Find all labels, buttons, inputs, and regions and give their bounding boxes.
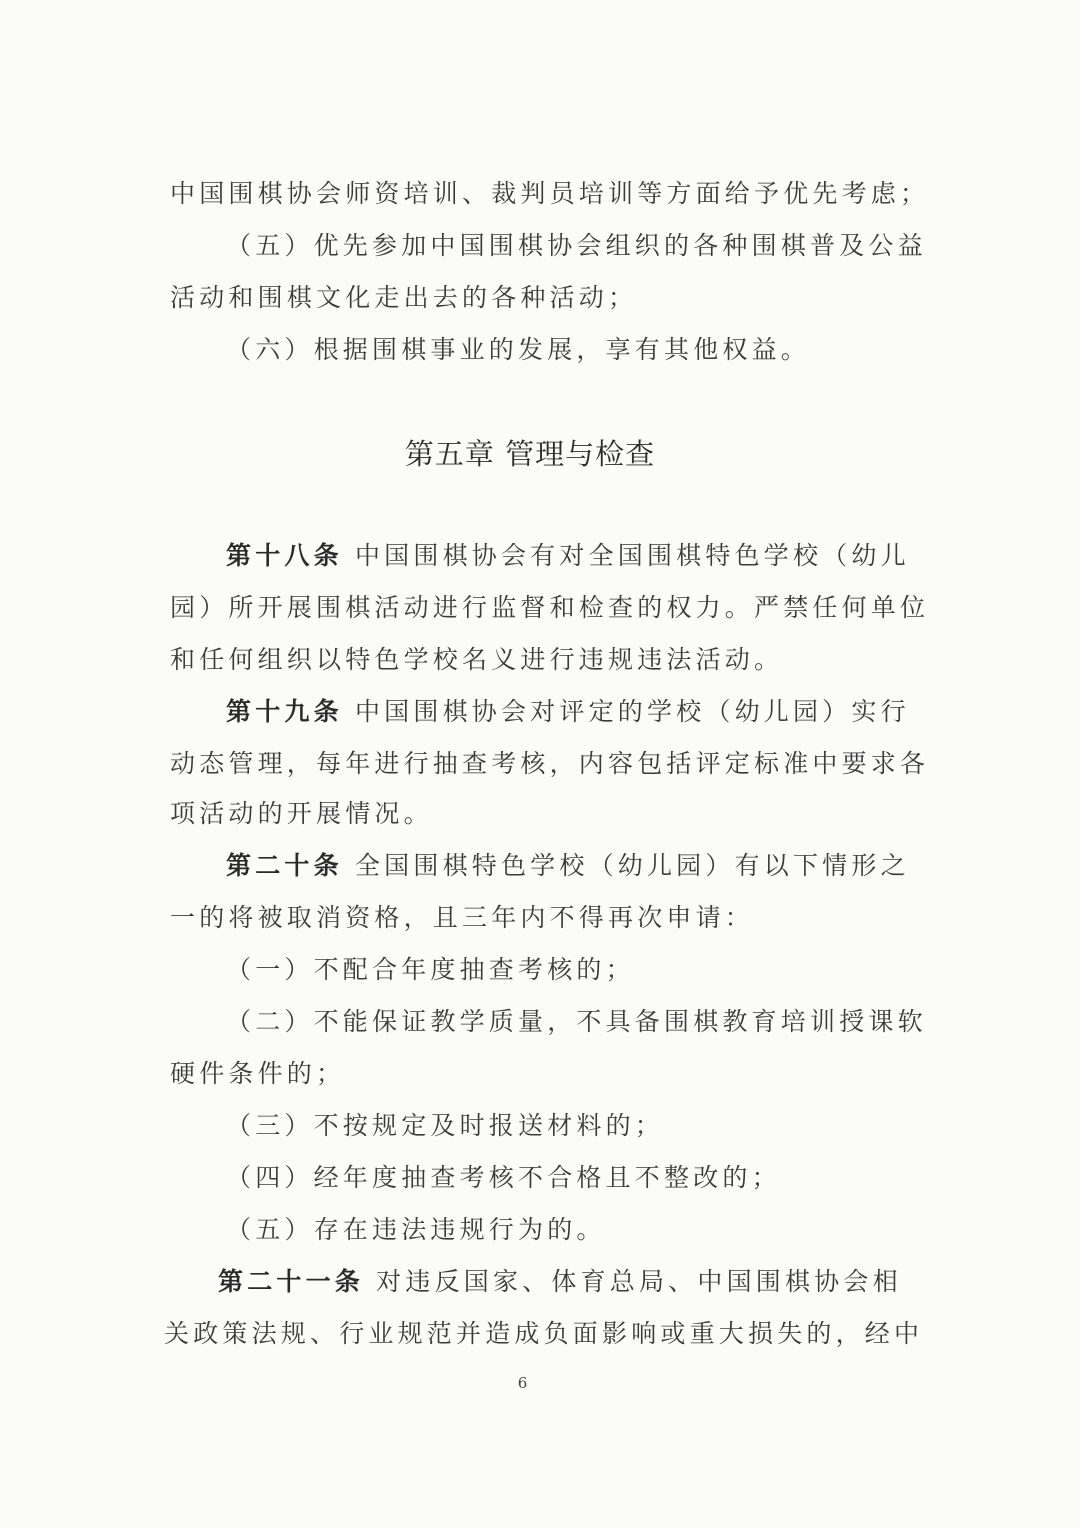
article-line — [226, 850, 910, 882]
list-item: （一）不配合年度抽查考核的； — [226, 955, 635, 984]
article-line: 项活动的开展情况。 — [170, 799, 433, 828]
article-line: 和任何组织以特色学校名义进行违规违法活动。 — [170, 645, 784, 674]
article-line: 动态管理，每年进行抽查考核，内容包括评定标准中要求各 — [170, 749, 930, 778]
list-item: 硬件条件的； — [170, 1059, 346, 1088]
article-label: 第二十条 — [226, 851, 343, 880]
paragraph-line: 中国围棋协会师资培训、裁判员培训等方面给予优先考虑； — [170, 179, 930, 208]
article-label: 第二十一条 — [218, 1267, 365, 1296]
article-text: 全国围棋特色学校（幼儿园）有以下情形之 — [354, 851, 910, 880]
article-line — [218, 1266, 902, 1298]
article-line — [226, 696, 910, 728]
paragraph-line: （五）优先参加中国围棋协会组织的各种围棋普及公益 — [226, 231, 927, 260]
page-number: 6 — [517, 1374, 528, 1392]
list-item: （四）经年度抽查考核不合格且不整改的； — [226, 1163, 781, 1192]
list-item: （五）存在违法违规行为的。 — [226, 1215, 606, 1244]
paragraph-line: 活动和围棋文化走出去的各种活动； — [170, 283, 638, 312]
article-label: 第十九条 — [226, 697, 343, 726]
article-line — [226, 540, 910, 572]
chapter-title: 第五章 管理与检查 — [404, 437, 656, 471]
article-line: 关政策法规、行业规范并造成负面影响或重大损失的，经中 — [164, 1319, 924, 1348]
article-label: 第十八条 — [226, 541, 343, 570]
article-text: 对违反国家、体育总局、中国围棋协会相 — [376, 1267, 902, 1296]
article-line: 一的将被取消资格，且三年内不得再次申请： — [170, 903, 755, 932]
article-text: 中国围棋协会有对全国围棋特色学校（幼儿 — [354, 541, 910, 570]
article-text: 中国围棋协会对评定的学校（幼儿园）实行 — [354, 697, 910, 726]
article-line: 园）所开展围棋活动进行监督和检查的权力。严禁任何单位 — [170, 593, 930, 622]
list-item: （二）不能保证教学质量，不具备围棋教育培训授课软 — [226, 1007, 927, 1036]
list-item: （三）不按规定及时报送材料的； — [226, 1111, 665, 1140]
paragraph-line: （六）根据围棋事业的发展，享有其他权益。 — [226, 335, 811, 364]
